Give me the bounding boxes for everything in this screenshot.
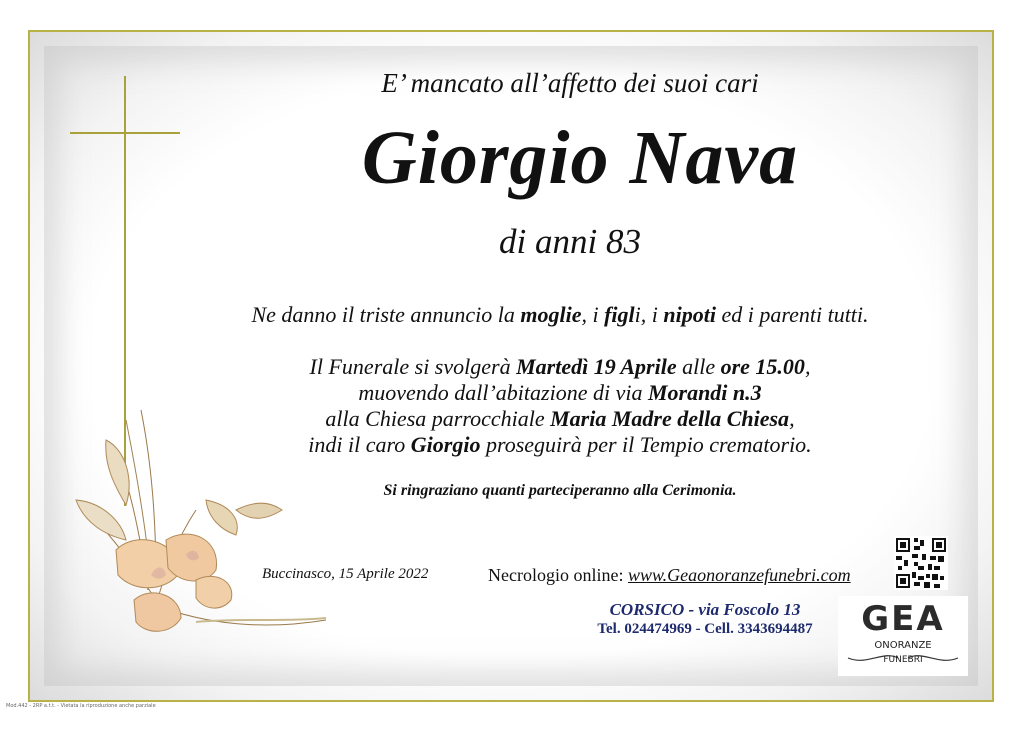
announcement-part: i, i [634, 302, 664, 327]
funeral-text: indi il caro [308, 432, 411, 457]
necrology-link[interactable]: www.Geaonoranzefunebri.com [627, 565, 851, 585]
announcement-part: ed i parenti tutti. [715, 302, 869, 327]
funeral-text: muovendo dall’abitazione di via [358, 380, 648, 405]
place-date: Buccinasco, 15 Aprile 2022 [262, 566, 429, 582]
funeral-line [160, 380, 960, 406]
deceased-name: Giorgio Nava [361, 116, 799, 200]
contact-address: CORSICO - via Foscolo 13 [609, 600, 801, 619]
qr-code-icon[interactable] [894, 536, 948, 590]
funeral-time: ore 15.00 [720, 354, 805, 379]
announcement-bold: nipoti [663, 302, 716, 327]
funeral-line [160, 354, 960, 380]
cross-icon-horizontal [70, 132, 180, 134]
announcement-bold: moglie [520, 302, 582, 327]
funeral-church: Maria Madre della Chiesa [550, 406, 790, 431]
thanks-line: Si ringraziano quanti parteciperanno alla Cerimonia. [383, 482, 737, 499]
funeral-address: Morandi n.3 [647, 380, 762, 405]
print-footnote: Mod.442 - 2RP a.t.t. - Vietata la riproduzione anche parziale [6, 703, 156, 709]
logo-line1: ONORANZE [874, 640, 932, 651]
deceased-age: di anni 83 [499, 222, 641, 261]
necrology-label: Necrologio online: [488, 565, 628, 585]
funeral-text: Il Funerale si svolgerà [309, 354, 517, 379]
announcement-bold: figl [604, 302, 635, 327]
necrology-online [488, 565, 851, 586]
announcement-text [160, 302, 960, 328]
funeral-line [160, 406, 960, 432]
funeral-date: Martedì 19 Aprile [516, 354, 677, 379]
funeral-text: alle [676, 354, 721, 379]
funeral-details [160, 354, 960, 458]
announcement-part: Ne danno il triste annuncio la [251, 302, 521, 327]
announcement-part: , i [581, 302, 605, 327]
funeral-name: Giorgio [410, 432, 481, 457]
intro-line: E’ mancato all’affetto dei suoi cari [381, 68, 759, 98]
contact-phones: Tel. 024474969 - Cell. 3343694487 [597, 621, 813, 637]
gea-logo [838, 596, 968, 676]
funeral-line [160, 432, 960, 458]
funeral-text: , [789, 406, 795, 431]
funeral-text: , [804, 354, 811, 379]
logo-brand: GEA [861, 599, 945, 639]
funeral-text: proseguirà per il Tempio crematorio. [480, 432, 812, 457]
funeral-text: alla Chiesa parrocchiale [325, 406, 551, 431]
logo-line2: FUNEBRI [883, 655, 923, 665]
